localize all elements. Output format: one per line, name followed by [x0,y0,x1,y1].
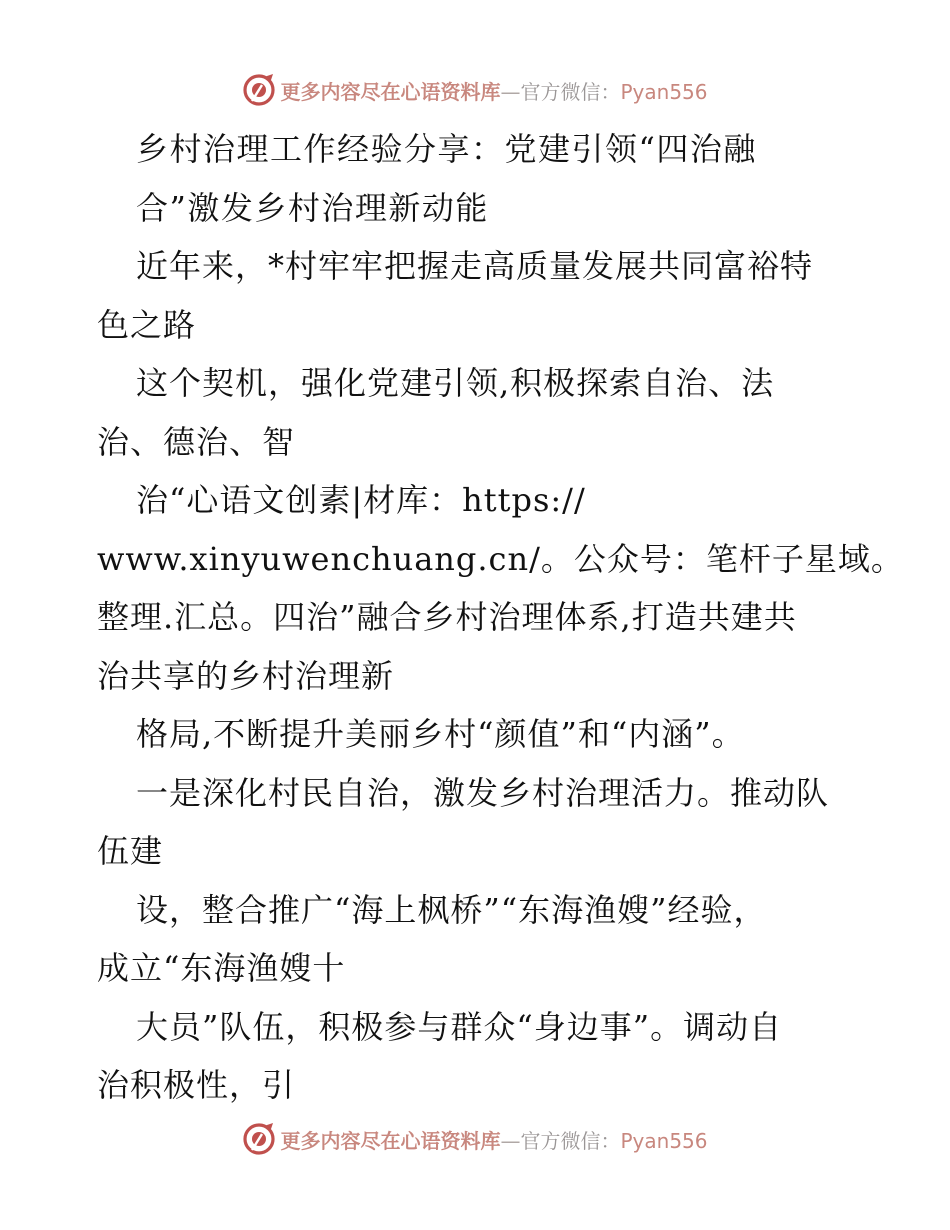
doc-line-14: 设，整合推广“海上枫桥”“东海渔嫂”经验， [136,890,767,929]
doc-line-12: 一是深化村民自治，激发乡村治理活力。推动队 [136,773,830,812]
doc-line-3: 近年来，*村牢牢把握走高质量发展共同富裕特 [136,247,814,285]
brand-logo-icon [242,73,276,107]
doc-line-6: 治、德治、智 [97,422,296,461]
watermark-wechat-id: Pyan556 [620,79,708,104]
watermark-label: 官方微信： [520,1128,621,1153]
doc-line-10: 治共享的乡村治理新 [97,656,395,695]
doc-line-17: 治积极性，引 [97,1066,296,1104]
brand-logo-icon [242,1122,276,1156]
watermark-wechat-id: Pyan556 [620,1128,708,1153]
doc-line-9: 整理.汇总。四治”融合乡村治理体系,打造共建共 [97,598,797,636]
watermark-brand: 更多内容尽在心语资料库 [280,1128,501,1153]
doc-line-7: 治“心语文创素|材库：https:// [136,481,586,519]
watermark-separator: — [500,79,521,104]
doc-line-8: www.xinyuwenchuang.cn/。公众号：笔杆子星域。 [97,539,904,578]
watermark-brand: 更多内容尽在心语资料库 [280,79,501,104]
doc-line-15: 成立“东海渔嫂十 [97,949,346,987]
doc-line-2: 合”激发乡村治理新动能 [136,188,489,227]
footer-watermark [0,1119,950,1159]
doc-line-4: 色之路 [97,305,197,344]
doc-line-16: 大员”队伍，积极参与群众“身边事”。调动自 [136,1007,783,1046]
doc-line-5: 这个契机，强化党建引领,积极探索自治、法 [136,364,775,402]
doc-line-11: 格局,不断提升美丽乡村“颜值”和“内涵”。 [136,715,745,753]
watermark-separator: — [500,1128,521,1153]
watermark-label: 官方微信： [520,79,621,104]
doc-line-1: 乡村治理工作经验分享：党建引领“四治融 [136,130,757,168]
document-body [97,120,904,1115]
doc-line-13: 伍建 [97,832,164,870]
header-watermark [0,70,950,110]
